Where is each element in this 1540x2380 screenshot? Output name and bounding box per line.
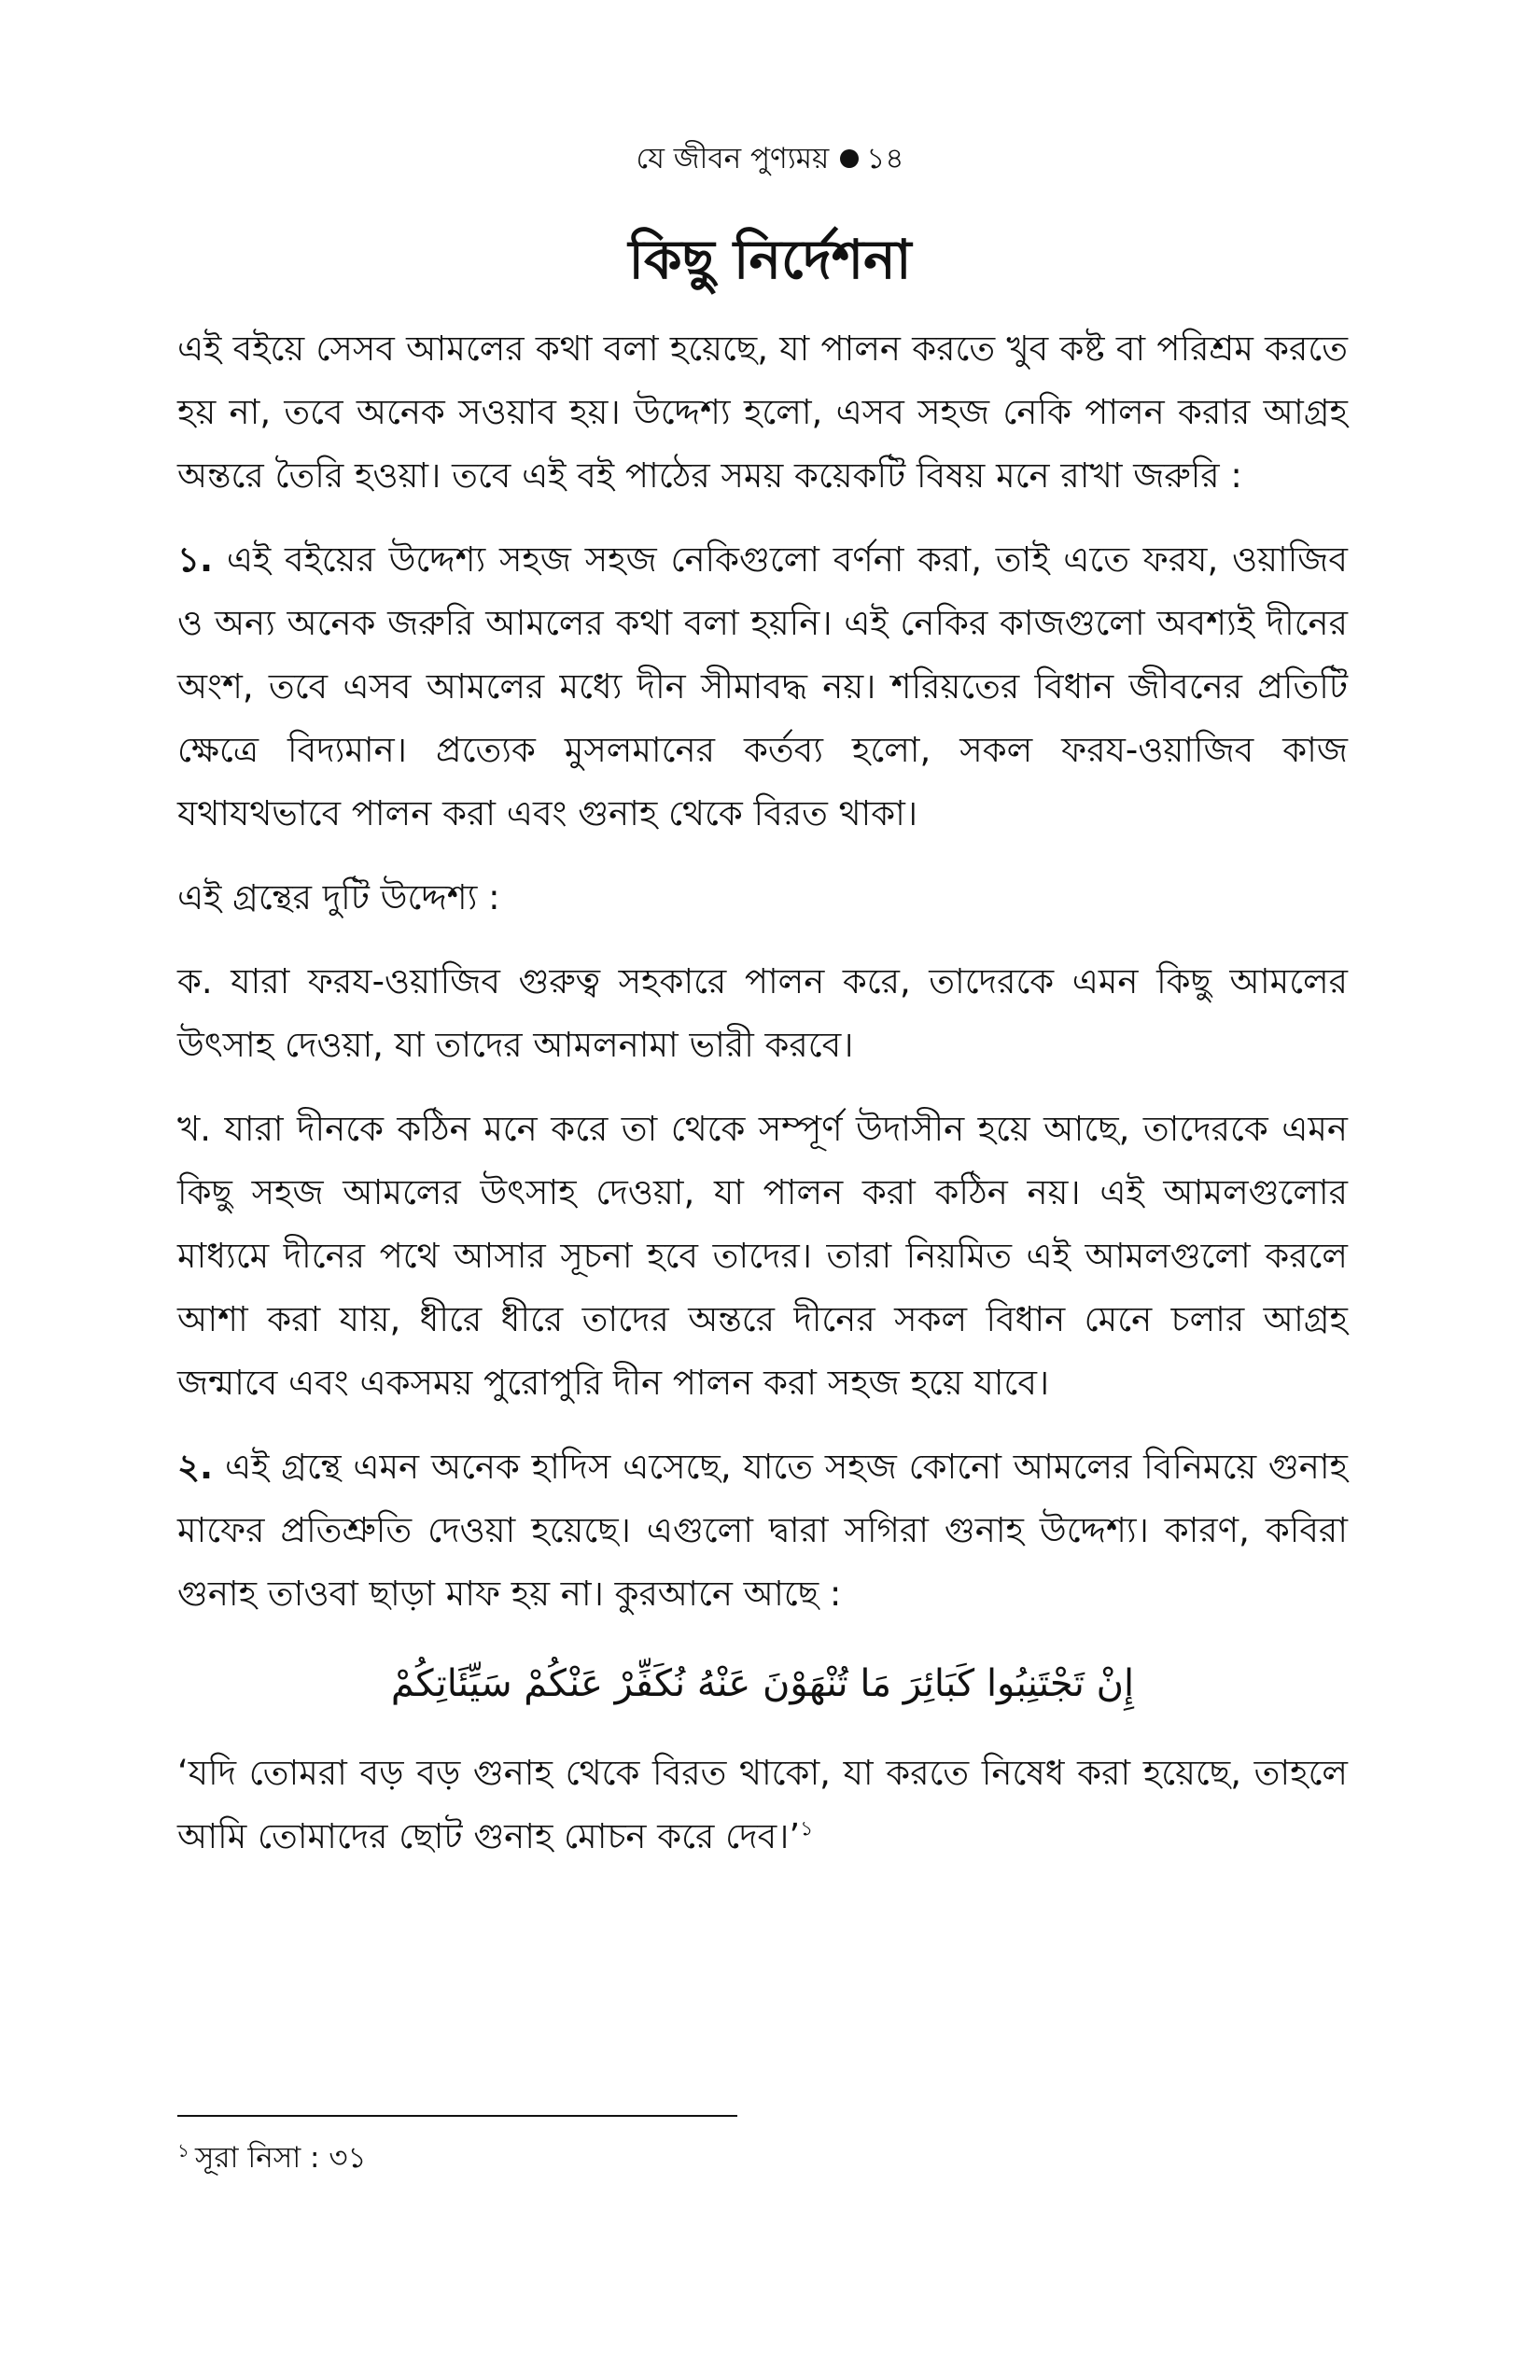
point-1-number: ১. [177,539,214,580]
quran-verse: إِنْ تَجْتَنِبُوا كَبَائِرَ مَا تُنْهَوْنَ عَنْهُ نُكَفِّرْ عَنْكُمْ سَيِّئَاتِكُمْ [390,1662,1135,1705]
point-2-number: ২. [177,1447,214,1487]
bullet-dot-icon [840,149,859,168]
translation-text: ‘যদি তোমরা বড় বড় গুনাহ থেকে বিরত থাকো, যা করতে নিষেধ করা হয়েছে, তাহলে আমি তোমাদের ছোট গুনাহ মোচন করে দেব।’ [177,1753,1348,1856]
objectives-heading: এই গ্রন্থের দুটি উদ্দেশ্য : [177,877,500,917]
footnote-divider [177,2115,737,2117]
footnote-text: সূরা নিসা : ৩১ [194,2141,367,2175]
verse-translation [177,1742,1348,1869]
footnote [177,2137,367,2178]
page-number: ১৪ [866,142,904,175]
point-2-paragraph [177,1435,1348,1626]
running-header [0,140,1540,177]
point-1-paragraph [177,528,1348,846]
objective-kha-paragraph: খ. যারা দীনকে কঠিন মনে করে তা থেকে সম্পূর্ণ উদাসীন হয়ে আছে, তাদেরকে এমন কিছু সহজ আমলের উৎসাহ দেওয়া, যা পালন করা কঠিন নয়। এই আমলগুলোর মাধ্যমে দীনের পথে আসার সূচনা হবে তাদের। তারা নিয়মিত এই আমলগুলো করলে আশা করা যায়, ধীরে ধীরে তাদের অন্তরে দীনের সকল বিধান মেনে চলার আগ্রহ জন্মাবে এবং একসময় পুরোপুরি দীন পালন করা সহজ হয়ে যাবে। [177,1109,1348,1403]
section-title: কিছু নির্দেশনা [628,228,912,291]
point-1-text: এই বইয়ের উদ্দেশ্য সহজ সহজ নেকিগুলো বর্ণনা করা, তাই এতে ফরয, ওয়াজিব ও অন্য অনেক জরুরি আমলের কথা বলা হয়নি। এই নেকির কাজগুলো অবশ্যই দীনের অংশ, তবে এসব আমলের মধ্যে দীন সীমাবদ্ধ নয়। শরিয়তের বিধান জীবনের প্রতিটি ক্ষেত্রে বিদ্যমান। প্রত্যেক মুসলমানের কর্তব্য হলো, সকল ফরয-ওয়াজিব কাজ যথাযথভাবে পালন করা এবং গুনাহ থেকে বিরত থাকা। [177,539,1348,833]
footnote-reference[interactable]: ১ [800,1817,814,1841]
intro-paragraph: এই বইয়ে সেসব আমলের কথা বলা হয়েছে, যা পালন করতে খুব কষ্ট বা পরিশ্রম করতে হয় না, তবে অনেক সওয়াব হয়। উদ্দেশ্য হলো, এসব সহজ নেকি পালন করার আগ্রহ অন্তরে তৈরি হওয়া। তবে এই বই পাঠের সময় কয়েকটি বিষয় মনে রাখা জরুরি : [177,329,1348,496]
point-2-text: এই গ্রন্থে এমন অনেক হাদিস এসেছে, যাতে সহজ কোনো আমলের বিনিময়ে গুনাহ মাফের প্রতিশ্রুতি দেওয়া হয়েছে। এগুলো দ্বারা সগিরা গুনাহ উদ্দেশ্য। কারণ, কবিরা গুনাহ তাওবা ছাড়া মাফ হয় না। কুরআনে আছে : [177,1447,1348,1614]
book-title: যে জীবন পুণ্যময় [636,142,830,175]
footnote-marker: ১ [177,2138,189,2162]
objective-ka-paragraph: ক. যারা ফরয-ওয়াজিব গুরুত্ব সহকারে পালন করে, তাদেরকে এমন কিছু আমলের উৎসাহ দেওয়া, যা তাদের আমলনামা ভারী করবে। [177,961,1348,1065]
page-body [177,317,1348,1889]
